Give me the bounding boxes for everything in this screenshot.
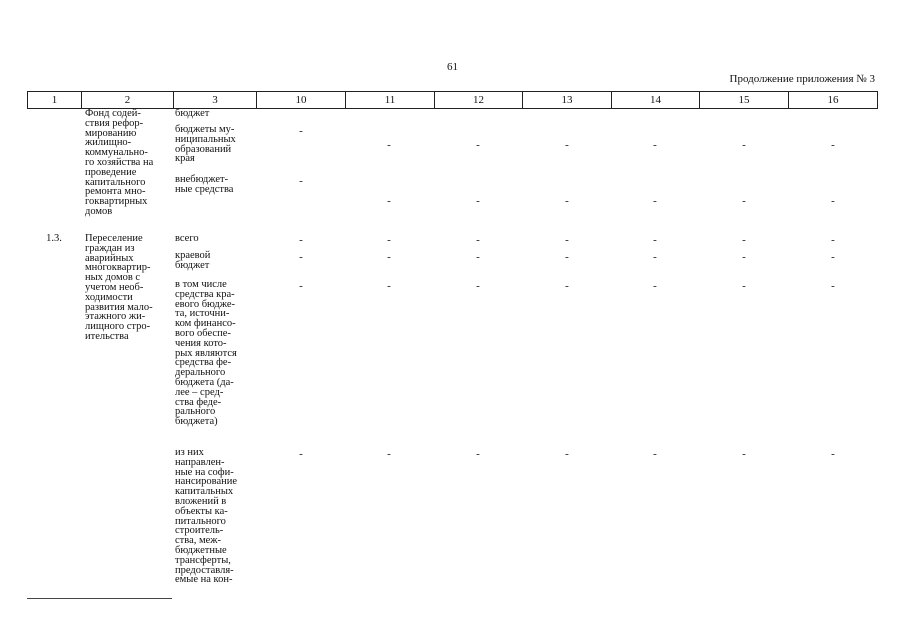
footnote-separator <box>27 598 172 599</box>
header-col-14: 14 <box>612 92 700 108</box>
row-number: 1.3. <box>46 233 62 244</box>
header-col-10: 10 <box>257 92 346 108</box>
value-dash: - <box>565 195 569 207</box>
source-regional-budget: краевой бюджет <box>175 250 211 271</box>
value-dash: - <box>299 448 303 460</box>
value-dash: - <box>476 280 480 292</box>
value-dash: - <box>387 139 391 151</box>
value-dash: - <box>831 234 835 246</box>
value-dash: - <box>299 251 303 263</box>
value-dash: - <box>565 280 569 292</box>
source-total: всего <box>175 233 199 244</box>
value-dash: - <box>565 234 569 246</box>
source-extrabudget: внебюджет- ные средства <box>175 174 234 195</box>
program-name: Фонд содей- ствия рефор- мированию жилищно- коммунально- го хозяйства на проведение капитального ремонта мно- гоквартирных домов <box>85 108 154 217</box>
value-dash: - <box>476 251 480 263</box>
value-dash: - <box>742 448 746 460</box>
value-dash: - <box>653 195 657 207</box>
table-header-row <box>27 91 878 109</box>
source-municipal: бюджеты му- ниципальных образований края <box>175 124 236 165</box>
value-dash: - <box>831 195 835 207</box>
value-dash: - <box>831 139 835 151</box>
value-dash: - <box>653 139 657 151</box>
source-budget: бюджет <box>175 108 210 119</box>
value-dash: - <box>742 251 746 263</box>
value-dash: - <box>565 448 569 460</box>
value-dash: - <box>742 139 746 151</box>
header-col-2: 2 <box>82 92 174 108</box>
header-col-13: 13 <box>523 92 612 108</box>
value-dash: - <box>387 448 391 460</box>
value-dash: - <box>653 280 657 292</box>
value-dash: - <box>831 280 835 292</box>
value-dash: - <box>299 280 303 292</box>
header-col-16: 16 <box>789 92 878 108</box>
continuation-label: Продолжение приложения № 3 <box>729 73 875 85</box>
value-dash: - <box>742 195 746 207</box>
header-col-12: 12 <box>435 92 523 108</box>
value-dash: - <box>387 280 391 292</box>
value-dash: - <box>476 234 480 246</box>
value-dash: - <box>476 139 480 151</box>
header-col-15: 15 <box>700 92 789 108</box>
value-dash: - <box>387 234 391 246</box>
budget-table <box>27 91 878 586</box>
header-col-11: 11 <box>346 92 435 108</box>
program-name: Переселение граждан из аварийных многоквартир- ных домов с учетом необ- ходимости развития мало- этажного жи- лищного стро- ительства <box>85 233 153 342</box>
page-number: 61 <box>447 61 458 73</box>
value-dash: - <box>387 251 391 263</box>
value-dash: - <box>565 251 569 263</box>
header-col-1: 1 <box>28 92 82 108</box>
value-dash: - <box>299 175 303 187</box>
source-federal-share: в том числе средства кра- евого бюдже- та, источни- ком финансо- вого обеспе- чения кото- рых являются средства фе- дерального бюджета (да- лее – сред- ства феде- рального бюджета) <box>175 279 237 428</box>
source-cofinancing: из них направлен- ные на софи- нансирование капитальных вложений в объекты ка- питального строитель- ства, меж- бюджетные трансферты, предоставля- емые на кон- <box>175 447 238 586</box>
value-dash: - <box>653 448 657 460</box>
value-dash: - <box>476 448 480 460</box>
value-dash: - <box>299 234 303 246</box>
value-dash: - <box>742 234 746 246</box>
value-dash: - <box>742 280 746 292</box>
value-dash: - <box>653 251 657 263</box>
value-dash: - <box>565 139 569 151</box>
value-dash: - <box>387 195 391 207</box>
value-dash: - <box>299 125 303 137</box>
value-dash: - <box>653 234 657 246</box>
header-col-3: 3 <box>174 92 257 108</box>
value-dash: - <box>476 195 480 207</box>
value-dash: - <box>831 448 835 460</box>
value-dash: - <box>831 251 835 263</box>
